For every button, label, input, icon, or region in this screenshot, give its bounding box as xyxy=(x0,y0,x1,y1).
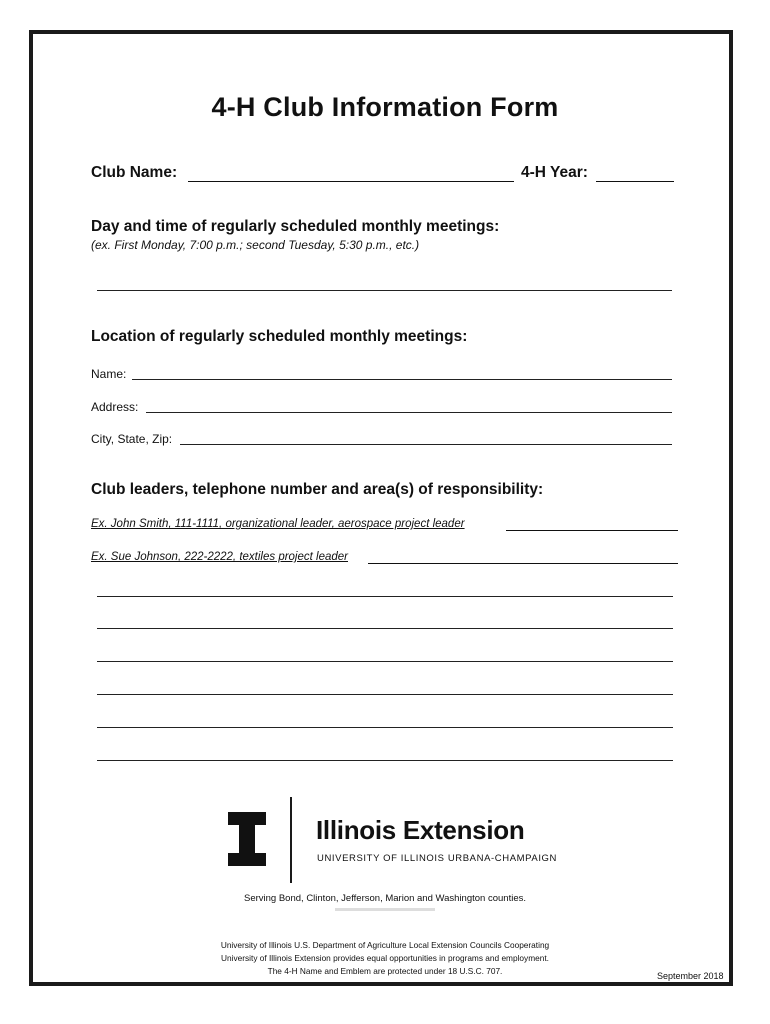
footer-line-3: The 4-H Name and Emblem are protected under 18 U.S.C. 707. xyxy=(267,966,503,976)
serving-counties: Serving Bond, Clinton, Jefferson, Marion and Washington counties. xyxy=(244,893,526,904)
club-name-label: Club Name: xyxy=(91,164,178,181)
faint-smudge xyxy=(0,906,770,916)
logo-divider xyxy=(290,797,292,883)
leader-example-2-line[interactable] xyxy=(368,563,678,564)
year-label: 4-H Year: xyxy=(521,164,588,181)
form-date: September 2018 xyxy=(657,971,724,981)
brand-name: Illinois Extension xyxy=(316,815,525,845)
leader-entry-line-6[interactable] xyxy=(97,760,673,761)
location-name-field[interactable] xyxy=(132,379,672,380)
address-label: Address: xyxy=(91,400,139,414)
leaders-heading: Club leaders, telephone number and area(s) of responsibility: xyxy=(91,481,544,498)
footer-line-1: University of Illinois U.S. Department of Agriculture Local Extension Councils Cooperating xyxy=(220,940,550,950)
meetings-heading: Day and time of regularly scheduled monthly meetings: xyxy=(91,218,500,235)
city-state-zip-label: City, State, Zip: xyxy=(91,432,173,446)
city-state-zip-field[interactable] xyxy=(180,444,672,445)
leader-example-1-line[interactable] xyxy=(506,530,678,531)
leader-entry-line-5[interactable] xyxy=(97,727,673,728)
location-heading: Location of regularly scheduled monthly meetings: xyxy=(91,328,468,345)
year-field[interactable] xyxy=(596,181,674,182)
club-name-field[interactable] xyxy=(188,181,514,182)
brand-subtitle: UNIVERSITY OF ILLINOIS URBANA-CHAMPAIGN xyxy=(317,853,558,864)
leader-entry-line-1[interactable] xyxy=(97,596,673,597)
form-title: 4-H Club Information Form xyxy=(211,92,559,122)
leader-example-1: Ex. John Smith, 111-1111, organizational leader, aerospace project leader xyxy=(91,518,465,530)
footer-line-2: University of Illinois Extension provides equal opportunities in programs and employment. xyxy=(221,953,549,963)
illinois-block-i-icon xyxy=(228,812,266,866)
leader-entry-line-2[interactable] xyxy=(97,628,673,629)
location-name-label: Name: xyxy=(91,367,127,381)
address-field[interactable] xyxy=(146,412,672,413)
meetings-field[interactable] xyxy=(97,290,672,291)
leader-example-2: Ex. Sue Johnson, 222-2222, textiles project leader xyxy=(91,551,348,563)
leader-entry-line-4[interactable] xyxy=(97,694,673,695)
meetings-example: (ex. First Monday, 7:00 p.m.; second Tuesday, 5:30 p.m., etc.) xyxy=(91,238,420,252)
leader-entry-line-3[interactable] xyxy=(97,661,673,662)
